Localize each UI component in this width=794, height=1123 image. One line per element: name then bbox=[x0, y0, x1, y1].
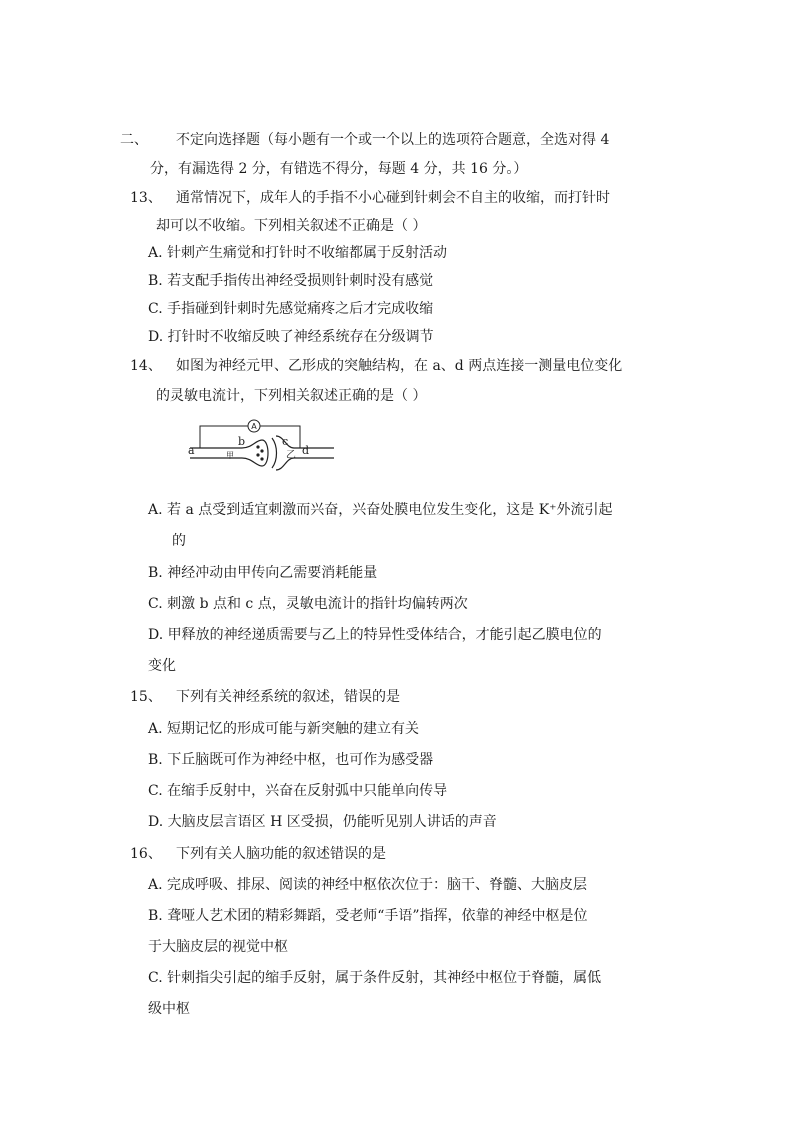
q15-option-d: D. 大脑皮层言语区 H 区受损，仍能听见别人讲话的声音 bbox=[148, 814, 497, 830]
q13-option-c: C. 手指碰到针刺时先感觉痛疼之后才完成收缩 bbox=[148, 301, 434, 317]
q13-stem-line2: 却可以不收缩。下列相关叙述不正确是（ ） bbox=[156, 218, 427, 234]
q15-option-b: B. 下丘脑既可作为神经中枢，也可作为感受器 bbox=[148, 752, 434, 768]
q16-stem: 下列有关人脑功能的叙述错误的是 bbox=[176, 846, 386, 862]
label-a: a bbox=[188, 444, 195, 457]
q15-option-c: C. 在缩手反射中，兴奋在反射弧中只能单向传导 bbox=[148, 783, 448, 799]
vesicle bbox=[260, 457, 263, 460]
q14-stem-line1: 如图为神经元甲、乙形成的突触结构，在 a、d 两点连接一测量电位变化 bbox=[176, 358, 623, 374]
vesicle bbox=[256, 445, 259, 448]
q16-option-a: A. 完成呼吸、排尿、阅读的神经中枢依次位于：脑干、脊髓、大脑皮层 bbox=[148, 877, 588, 893]
q16-option-c-line2: 级中枢 bbox=[148, 1001, 190, 1017]
q15-number: 15、 bbox=[130, 689, 162, 705]
q16-option-b-line2: 于大脑皮层的视觉中枢 bbox=[148, 939, 288, 955]
label-c: c bbox=[282, 435, 289, 448]
label-b: b bbox=[238, 435, 246, 448]
vesicle bbox=[256, 453, 259, 456]
q15-option-a: A. 短期记忆的形成可能与新突触的建立有关 bbox=[148, 721, 420, 737]
section-title-line1: 不定向选择题（每小题有一个或一个以上的选项符合题意，全选对得 4 bbox=[176, 132, 610, 148]
section-title-line2: 分，有漏选得 2 分，有错选不得分，每题 4 分，共 16 分。） bbox=[150, 161, 528, 177]
galvanometer-label: A bbox=[251, 422, 257, 431]
q16-option-c-line1: C. 针刺指尖引起的缩手反射，属于条件反射，其神经中枢位于脊髓，属低 bbox=[148, 970, 602, 986]
q15-stem: 下列有关神经系统的叙述，错误的是 bbox=[176, 689, 400, 705]
q14-option-d-line1: D. 甲释放的神经递质需要与乙上的特异性受体结合，才能引起乙膜电位的 bbox=[148, 627, 602, 643]
q14-option-d-line2: 变化 bbox=[148, 658, 176, 674]
q13-stem-line1: 通常情况下，成年人的手指不小心碰到针刺会不自主的收缩，而打针时 bbox=[176, 190, 610, 206]
q14-option-b: B. 神经冲动由甲传向乙需要消耗能量 bbox=[148, 565, 378, 581]
label-jia: 甲 bbox=[226, 451, 234, 460]
synaptic-cleft bbox=[272, 438, 277, 468]
label-yi: 乙 bbox=[286, 450, 296, 461]
section-number: 二、 bbox=[120, 132, 148, 148]
synapse-diagram bbox=[186, 414, 338, 472]
q13-option-b: B. 若支配手指传出神经受损则针刺时没有感觉 bbox=[148, 273, 434, 289]
q13-option-a: A. 针刺产生痛觉和打针时不收缩都属于反射活动 bbox=[148, 245, 448, 261]
q13-option-d: D. 打针时不收缩反映了神经系统存在分级调节 bbox=[148, 329, 434, 345]
q14-stem-line2: 的灵敏电流计，下列相关叙述正确的是（ ） bbox=[156, 388, 427, 404]
q16-number: 16、 bbox=[130, 846, 162, 862]
q14-option-c: C. 刺激 b 点和 c 点，灵敏电流计的指针均偏转两次 bbox=[148, 596, 468, 612]
q14-option-a-line1: A. 若 a 点受到适宜刺激而兴奋，兴奋处膜电位发生变化，这是 K⁺外流引起 bbox=[148, 502, 613, 518]
q14-option-a-line2: 的 bbox=[172, 533, 186, 549]
label-d: d bbox=[302, 444, 310, 457]
q14-number: 14、 bbox=[130, 358, 162, 374]
vesicle bbox=[260, 449, 263, 452]
q16-option-b-line1: B. 聋哑人艺术团的精彩舞蹈，受老师“手语”指挥，依靠的神经中枢是位 bbox=[148, 908, 588, 924]
q13-number: 13、 bbox=[130, 190, 162, 206]
